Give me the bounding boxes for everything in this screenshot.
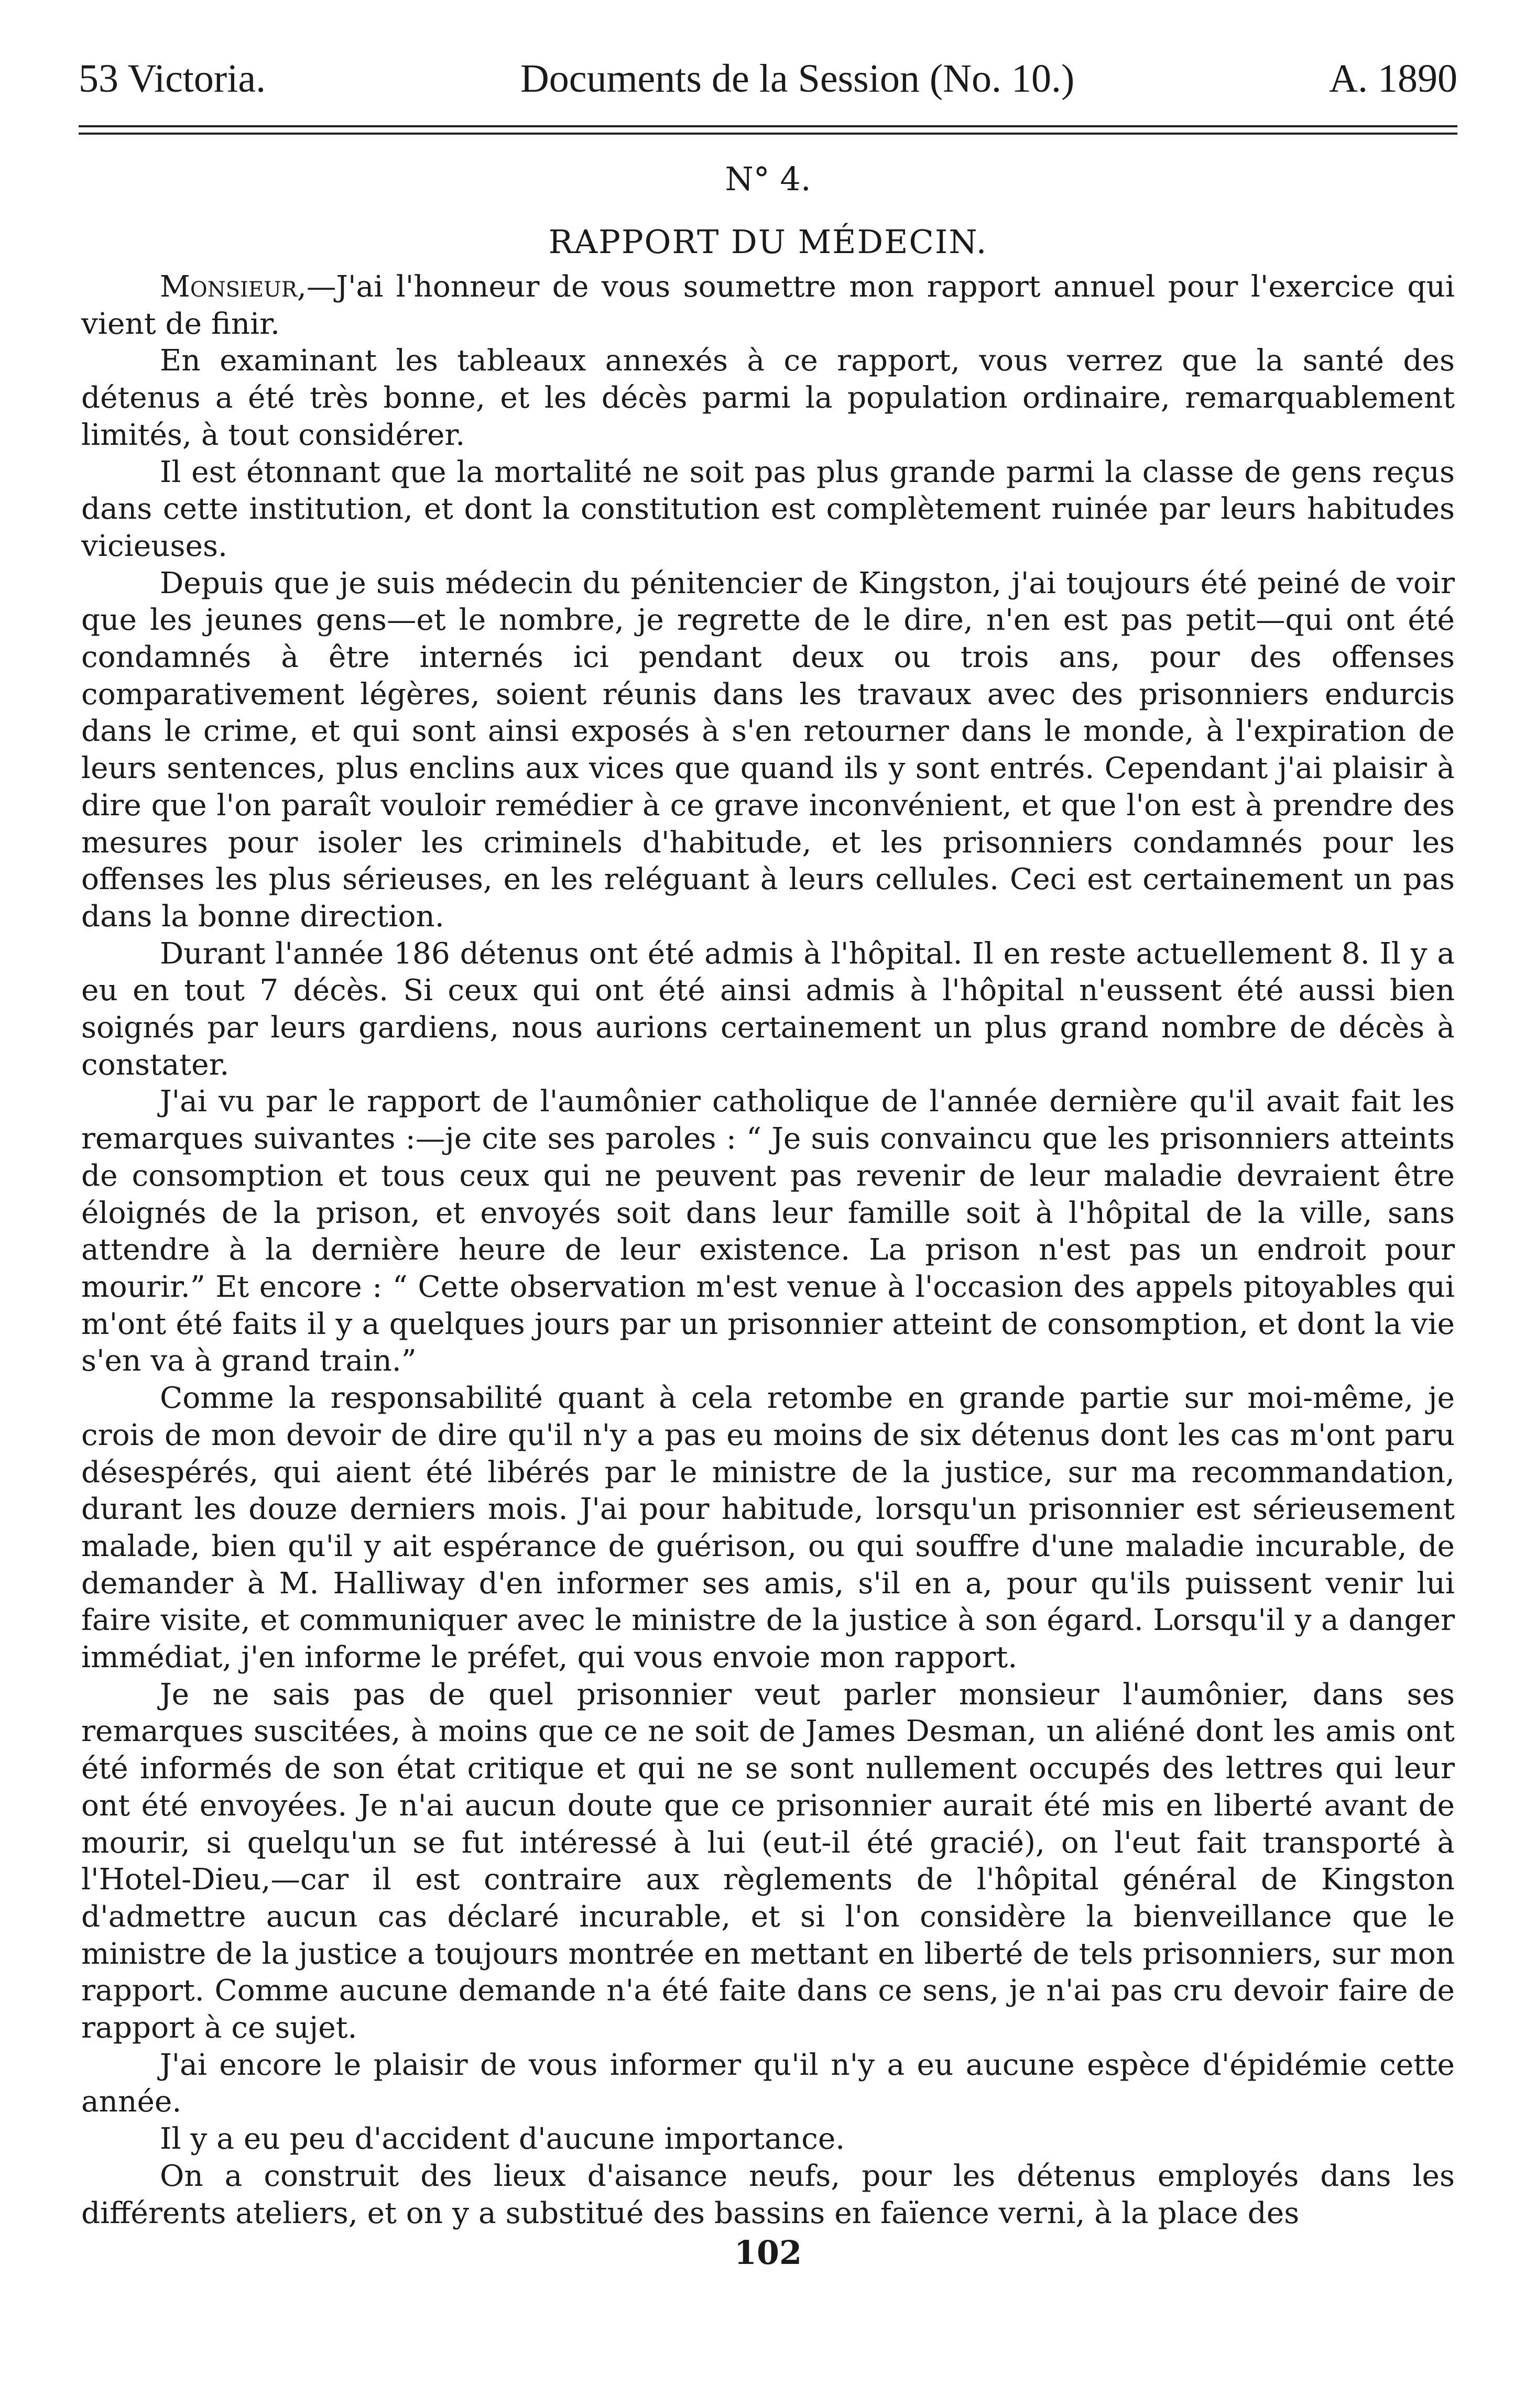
header-double-rule: [79, 125, 1457, 135]
paragraph: Comme la responsabilité quant à cela retombe en grande partie sur moi-même, je crois de mon devoir de dire qu'il n'y a pas eu moins de six détenus dont les cas m'ont paru désespérés, qui aient été libérés par le ministre de la justice, sur ma recommandation, durant les douze derniers mois. J'ai pour habitude, lorsqu'un prisonnier est sérieusement malade, bien qu'il y ait espérance de guérison, ou qui souffre d'une maladie incurable, de demander à M. Halliway d'en informer ses amis, s'il en a, pour qu'ils puissent venir lui faire visite, et communiquer avec le ministre de la justice à son égard. Lorsqu'il y a danger immédiat, j'en informe le préfet, qui vous envoie mon rapport.: [81, 1381, 1455, 1675]
header-year: A. 1890: [1329, 57, 1457, 101]
paragraph: Durant l'année 186 détenus ont été admis à l'hôpital. Il en reste actuellement 8. Il y a eu en tout 7 décès. Si ceux qui ont été ainsi admis à l'hôpital n'eussent été aussi bien soignés par leurs gardiens, nous aurions certainement un plus grand nombre de décès à constater.: [81, 936, 1455, 1082]
paragraph: Monsieur,—J'ai l'honneur de vous soumettre mon rapport annuel pour l'exercice qui vient de finir.: [81, 270, 1455, 341]
report-number: N° 4.: [725, 160, 811, 198]
salutation: Monsieur,: [160, 270, 307, 304]
running-header: [79, 50, 1457, 107]
paragraph: Il est étonnant que la mortalité ne soit pas plus grande parmi la classe de gens reçus dans cette institution, et dont la constitution est complètement ruinée par leurs habitudes vicieuses.: [81, 455, 1455, 563]
paragraph: On a construit des lieux d'aisance neufs, pour les détenus employés dans les différents ateliers, et on y a substitué des bassins en faïence verni, à la place des: [81, 2159, 1455, 2230]
header-volume: 53 Victoria.: [79, 57, 266, 101]
report-title: RAPPORT DU MÉDECIN.: [548, 223, 988, 261]
paragraph: Je ne sais pas de quel prisonnier veut parler monsieur l'aumônier, dans ses remarques suscitées, à moins que ce ne soit de James Desman, un aliéné dont les amis ont été informés de son état critique et qui ne se sont nullement occupés des lettres qui leur ont été envoyées. Je n'ai aucun doute que ce prisonnier aurait été mis en liberté avant de mourir, si quelqu'un se fut intéressé à lui (eut-il été gracié), on l'eut fait transporté à l'Hotel-Dieu,—car il est contraire aux règlements de l'hôpital général de Kingston d'admettre aucun cas déclaré incurable, et si l'on considère la bienveillance que le ministre de la justice a toujours montrée en mettant en liberté de tels prisonniers, sur mon rapport. Comme aucune demande n'a été faite dans ce sens, je n'ai pas cru devoir faire de rapport à ce sujet.: [81, 1677, 1455, 2045]
paragraph: J'ai encore le plaisir de vous informer qu'il n'y a eu aucune espèce d'épidémie cette année.: [81, 2048, 1455, 2119]
paragraph: J'ai vu par le rapport de l'aumônier catholique de l'année dernière qu'il avait fait les remarques suivantes :—je cite ses paroles : “ Je suis convaincu que les prisonniers atteints de consomption et tous ceux qui ne peuvent pas revenir de leur maladie devraient être éloignés de la prison, et envoyés soit dans leur famille soit à l'hôpital de la ville, sans attendre à la dernière heure de leur existence. La prison n'est pas un endroit pour mourir.” Et encore : “ Cette observation m'est venue à l'occasion des appels pitoyables qui m'ont été faits il y a quelques jours par un prisonnier atteint de consomption, et dont la vie s'en va à grand train.”: [81, 1085, 1455, 1378]
paragraph: Il y a eu peu d'accident d'aucune importance.: [160, 2122, 845, 2157]
page-number: 102: [734, 2234, 802, 2272]
report-body: [79, 269, 1457, 2232]
header-title: Documents de la Session (No. 10.): [520, 57, 1075, 101]
paragraph: Depuis que je suis médecin du pénitencier de Kingston, j'ai toujours été peiné de voir que les jeunes gens—et le nombre, je regrette de le dire, n'en est pas petit—qui ont été condamnés à être internés ici pendant deux ou trois ans, pour des offenses comparativement légères, soient réunis dans les travaux avec des prisonniers endurcis dans le crime, et qui sont ainsi exposés à s'en retourner dans le monde, à l'expiration de leurs sentences, plus enclins aux vices que quand ils y sont entrés. Cependant j'ai plaisir à dire que l'on paraît vouloir remédier à ce grave inconvénient, et que l'on est à prendre des mesures pour isoler les criminels d'habitude, et les prisonniers condamnés pour les offenses les plus sérieuses, en les reléguant à leurs cellules. Ceci est certainement un pas dans la bonne direction.: [81, 566, 1455, 934]
paragraph: En examinant les tableaux annexés à ce rapport, vous verrez que la santé des détenus a été très bonne, et les décès parmi la population ordinaire, remarquablement limités, à tout considérer.: [81, 344, 1455, 452]
